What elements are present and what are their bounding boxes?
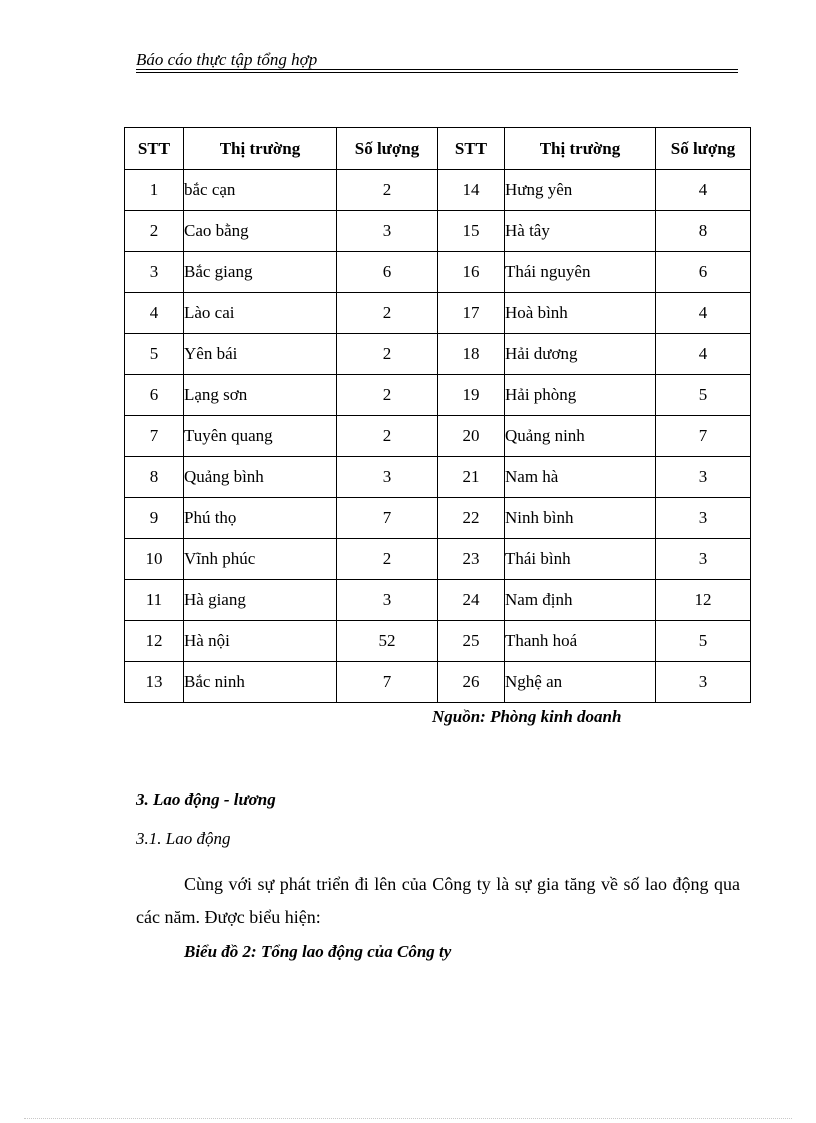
cell-stt: 2 [125, 211, 184, 252]
cell-stt: 20 [438, 416, 505, 457]
table-row [125, 375, 751, 416]
cell-quantity: 3 [656, 539, 751, 580]
cell-market: Nam hà [505, 457, 656, 498]
column-header-quantity: Số lượng [656, 128, 751, 170]
cell-market: Hải dương [505, 334, 656, 375]
cell-market: Bắc giang [184, 252, 337, 293]
cell-stt: 21 [438, 457, 505, 498]
cell-quantity: 2 [337, 170, 438, 211]
table-row [125, 662, 751, 703]
table-row [125, 334, 751, 375]
section-heading: 3. Lao động - lương [136, 790, 276, 809]
cell-quantity: 3 [656, 457, 751, 498]
table-row [125, 621, 751, 662]
cell-market: Bắc ninh [184, 662, 337, 703]
cell-quantity: 7 [656, 416, 751, 457]
header-rule-double [136, 72, 738, 73]
cell-quantity: 8 [656, 211, 751, 252]
cell-stt: 9 [125, 498, 184, 539]
chart-caption: Biểu đồ 2: Tổng lao động của Công ty [184, 942, 452, 961]
cell-quantity: 2 [337, 375, 438, 416]
cell-stt: 4 [125, 293, 184, 334]
table-row [125, 416, 751, 457]
cell-market: Nam định [505, 580, 656, 621]
cell-quantity: 7 [337, 498, 438, 539]
column-header-quantity: Số lượng [337, 128, 438, 170]
table-header-row [125, 128, 751, 170]
cell-market: Hưng yên [505, 170, 656, 211]
table-row [125, 498, 751, 539]
cell-stt: 12 [125, 621, 184, 662]
cell-stt: 23 [438, 539, 505, 580]
cell-market: Tuyên quang [184, 416, 337, 457]
cell-quantity: 3 [337, 457, 438, 498]
cell-quantity: 6 [337, 252, 438, 293]
running-header: Báo cáo thực tập tổng hợp [136, 50, 318, 69]
cell-market: Hà tây [505, 211, 656, 252]
cell-market: Quảng ninh [505, 416, 656, 457]
cell-stt: 26 [438, 662, 505, 703]
cell-market: Ninh bình [505, 498, 656, 539]
cell-market: Hà nội [184, 621, 337, 662]
cell-quantity: 2 [337, 334, 438, 375]
cell-quantity: 3 [337, 211, 438, 252]
table-row [125, 211, 751, 252]
cell-market: Lạng sơn [184, 375, 337, 416]
cell-quantity: 2 [337, 539, 438, 580]
cell-market: Cao bằng [184, 211, 337, 252]
source-note: Nguồn: Phòng kinh doanh [432, 707, 622, 726]
column-header-market: Thị trường [184, 128, 337, 170]
cell-stt: 15 [438, 211, 505, 252]
cell-market: Thái nguyên [505, 252, 656, 293]
page-bottom-edge [24, 1118, 792, 1119]
column-header-market: Thị trường [505, 128, 656, 170]
cell-stt: 22 [438, 498, 505, 539]
cell-quantity: 2 [337, 293, 438, 334]
cell-quantity: 3 [337, 580, 438, 621]
header-rule [136, 69, 738, 70]
cell-quantity: 5 [656, 375, 751, 416]
cell-stt: 7 [125, 416, 184, 457]
market-table [124, 127, 751, 703]
cell-quantity: 4 [656, 170, 751, 211]
cell-stt: 19 [438, 375, 505, 416]
cell-quantity: 5 [656, 621, 751, 662]
cell-stt: 16 [438, 252, 505, 293]
table-row [125, 170, 751, 211]
table-row [125, 580, 751, 621]
cell-market: Lào cai [184, 293, 337, 334]
column-header-stt: STT [125, 128, 184, 170]
cell-stt: 3 [125, 252, 184, 293]
cell-market: Thanh hoá [505, 621, 656, 662]
column-header-stt: STT [438, 128, 505, 170]
table-row [125, 539, 751, 580]
table-row [125, 457, 751, 498]
cell-market: Phú thọ [184, 498, 337, 539]
table-row [125, 252, 751, 293]
cell-market: Nghệ an [505, 662, 656, 703]
cell-market: Quảng bình [184, 457, 337, 498]
cell-stt: 18 [438, 334, 505, 375]
cell-stt: 1 [125, 170, 184, 211]
cell-stt: 11 [125, 580, 184, 621]
cell-market: Yên bái [184, 334, 337, 375]
cell-market: Vĩnh phúc [184, 539, 337, 580]
cell-market: bắc cạn [184, 170, 337, 211]
cell-quantity: 7 [337, 662, 438, 703]
cell-quantity: 6 [656, 252, 751, 293]
cell-market: Hải phòng [505, 375, 656, 416]
cell-quantity: 2 [337, 416, 438, 457]
cell-stt: 6 [125, 375, 184, 416]
body-paragraph: Cùng với sự phát triển đi lên của Công ty là sự gia tăng về số lao động qua các năm. Được biểu hiện: [136, 874, 740, 927]
cell-stt: 5 [125, 334, 184, 375]
cell-market: Hoà bình [505, 293, 656, 334]
subsection-heading: 3.1. Lao động [136, 829, 231, 848]
cell-stt: 25 [438, 621, 505, 662]
table-row [125, 293, 751, 334]
cell-stt: 24 [438, 580, 505, 621]
cell-quantity: 4 [656, 334, 751, 375]
cell-market: Hà giang [184, 580, 337, 621]
cell-quantity: 12 [656, 580, 751, 621]
cell-quantity: 3 [656, 662, 751, 703]
cell-stt: 14 [438, 170, 505, 211]
cell-stt: 17 [438, 293, 505, 334]
cell-stt: 8 [125, 457, 184, 498]
cell-stt: 13 [125, 662, 184, 703]
cell-quantity: 52 [337, 621, 438, 662]
cell-quantity: 4 [656, 293, 751, 334]
cell-quantity: 3 [656, 498, 751, 539]
cell-market: Thái bình [505, 539, 656, 580]
cell-stt: 10 [125, 539, 184, 580]
